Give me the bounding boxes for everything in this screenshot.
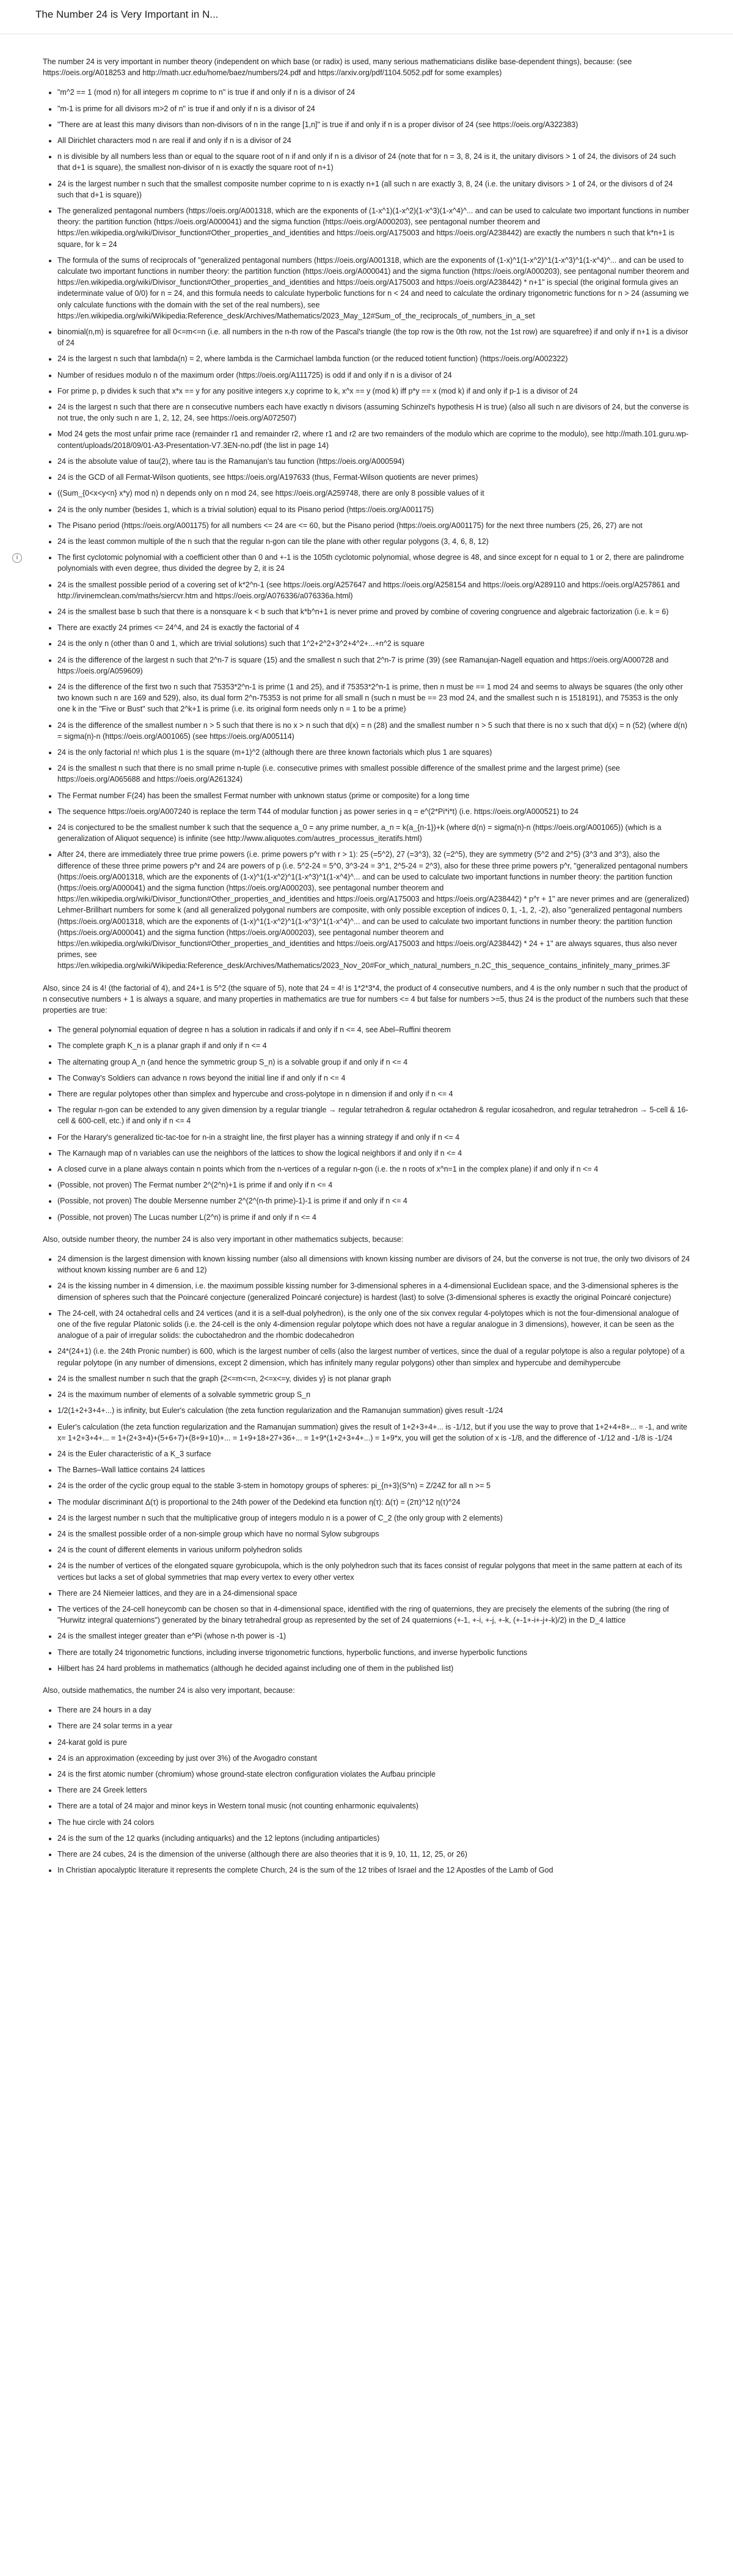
- outside-math-list: [43, 1704, 690, 1876]
- list-item: • The general polynomial equation of degree n has a solution in radicals if and only if n <= 4, see Abel–Ruffini theorem: [57, 1024, 690, 1035]
- list-item: • binomial(n,m) is squarefree for all 0<=m<=n (i.e. all numbers in the n-th row of the Pascal's triangle (the top row is the 0th row, not the 1st row) are squarefree) if and only if n+1 is a divisor of 24: [57, 326, 690, 348]
- list-item: • 24*(24+1) (i.e. the 24th Pronic number) is 600, which is the largest number of cells (also the largest number of vertices, since the dual of a regular polytope is also a regular polytope) of a regular polytope (in any number of dimensions, except 2 dimension, which has infinitely many regular polygons) other than simplex and hypercube and demihypercube: [57, 1346, 690, 1368]
- list-item: • 24 is the number of vertices of the elongated square gyrobicupola, which is the only polyhedron such that its faces consist of regular polygons that meet in the same pattern at each of its vertices but lacks a set of global symmetries that map every vertex to every other vertex: [57, 1560, 690, 1582]
- page-title: The Number 24 is Very Important in N...: [35, 9, 219, 20]
- list-item: • There are exactly 24 primes <= 24^4, and 24 is exactly the factorial of 4: [57, 622, 690, 633]
- list-item: • n is divisible by all numbers less than or equal to the square root of n if and only if n is a divisor of 24 (note that for n = 3, 8, 24 is it, the unitary divisors > 1 of 24, the divisors of 24 such that d+1 is square), the smallest non-divisor of n is exactly the square root of n+1): [57, 151, 690, 173]
- top-bar: [0, 0, 733, 34]
- list-item: • The vertices of the 24-cell honeycomb can be chosen so that in 4-dimensional space, identified with the ring of quaternions, they are precisely the elements of the subring (the ring of "Hurwitz integral quaternions") generated by the binary tetrahedral group as represented by the set of 24 quaternions (+-1, +-i, +-j, +-k, (+-1+-i+-j+-k)/2) in the D_4 lattice: [57, 1604, 690, 1626]
- list-item: • The alternating group A_n (and hence the symmetric group S_n) is a solvable group if and only if n <= 4: [57, 1057, 690, 1068]
- article-content: [43, 56, 690, 1887]
- list-item: • 24 is the least common multiple of the n such that the regular n-gon can tile the plane with other regular polygons (3, 4, 6, 8, 12): [57, 536, 690, 547]
- list-item: • 24-karat gold is pure: [57, 1737, 690, 1748]
- list-item: • The hue circle with 24 colors: [57, 1817, 690, 1828]
- list-item: • 24 is the only factorial n! which plus 1 is the square (m+1)^2 (although there are three known factorials which plus 1 are squares): [57, 747, 690, 758]
- list-item: • The Fermat number F(24) has been the smallest Fermat number with unknown status (prime or composite) for a long time: [57, 790, 690, 801]
- list-item: • 24 is the only n (other than 0 and 1, which are trivial solutions) such that 1^2+2^2+3^2+4^2+...+n^2 is square: [57, 638, 690, 649]
- list-item: • 24 is the largest n such that lambda(n) = 2, where lambda is the Carmichael lambda function (or the reduced totient function) (https://oeis.org/A002322): [57, 353, 690, 364]
- other-math-paragraph: Also, outside number theory, the number 24 is also very important in other mathematics subjects, because:: [43, 1235, 404, 1244]
- other-math-list: [43, 1253, 690, 1674]
- list-item: • Hilbert has 24 hard problems in mathematics (although he decided against including one of them in the published list): [57, 1663, 690, 1674]
- factorial-paragraph: Also, since 24 is 4! (the factorial of 4), and 24+1 is 5^2 (the square of 5), note that 24 = 4! is 1*2*3*4, the product of 4 consecutive numbers, and 4 is the only number n such that the product of n consecutive numbers + 1 is always a square, and many properties in mathematics are true for numbers <= 4 but false for numbers >=5, thus 24 is the product of the numbers such that these properties are true:: [43, 983, 689, 1015]
- list-item: • All Dirichlet characters mod n are real if and only if n is a divisor of 24: [57, 135, 690, 146]
- list-item: • 24 is the smallest integer greater than e^Pi (whose n-th power is -1): [57, 1631, 690, 1642]
- list-item: • For prime p, p divides k such that x*x == y for any positive integers x,y coprime to k, x^x == y (mod k) iff p*y == x (mod k) if and only if p-1 is a divisor of 24: [57, 386, 690, 397]
- number-theory-list: [43, 87, 690, 971]
- list-item: • 24 is the count of different elements in various uniform polyhedron solids: [57, 1544, 690, 1555]
- list-item: • The modular discriminant Δ(τ) is proportional to the 24th power of the Dedekind eta function η(τ): Δ(τ) = (2π)^12 η(τ)^24: [57, 1497, 690, 1508]
- list-item: • ((Sum_{0<x<y<n} x*y) mod n) n depends only on n mod 24, see https://oeis.org/A259748, there are only 8 possible values of it: [57, 488, 690, 499]
- list-item: • After 24, there are immediately three true prime powers (i.e. prime powers p^r with r > 1): 25 (=5^2), 27 (=3^3), 32 (=2^5), they are symmetry (5^2 and 2^5) (3^3 and 3^3), also the difference of these three prime powers p^r and 24 are powers of p (i.e. 5^2-24 = 5^0, 3^3-24 = 3^1, 2^5-24 = 2^3), also for these three prime powers p^r, "generalized pentagonal numbers (https://oeis.org/A001318, which are the exponents of (1-x)^1(1-x^2)^1(1-x^3)^1(1-x^4)^... and can be used to calculate two important functions in number theory: the partition function (https://oeis.org/A000041) and the sigma function (https://oeis.org/A000203), see pentagonal number theorem and https://en.wikipedia.org/wiki/Divisor_function#Other_properties_and_identities and https://oeis.org/A175003 and https://oeis.org/A238442) * p^r + 1" are never primes and are (generalized) Lehmer-Brillhart numbers for some k (and all generalized polygonal numbers are composite, with only possible exception of indices 0, 1, -1, 2, -2), also "generalized pentagonal numbers (https://oeis.org/A001318, which are the exponents of (1-x)^1(1-x^2)^1(1-x^3)^1(1-x^4)^... and can be used to calculate two important functions in number theory: the partition function (https://oeis.org/A000041) and the sigma function (https://oeis.org/A000203), see pentagonal number theorem and https://en.wikipedia.org/wiki/Divisor_function#Other_properties_and_identities and https://oeis.org/A175003 and https://oeis.org/A238442) * 24 + 1" are always squares, thus also never primes, see https://en.wikipedia.org/wiki/Wikipedia:Reference_desk/Archives/Mathematics/2023_Nov_20#For_which_natural_numbers_n.2C_this_sequence_contains_infinitely_many_primes.3F: [57, 849, 690, 971]
- list-item: • 24 is the smallest number n such that the graph {2<=m<=n, 2<=x<=y, divides y} is not planar graph: [57, 1373, 690, 1384]
- list-item: • 24 is the kissing number in 4 dimension, i.e. the maximum possible kissing number for 3-dimensional spheres in a 4-dimensional Euclidean space, and the 3-dimensional spheres is the dimension of spheres such that the Poincaré conjecture (generalized Poincaré conjecture) is hardest (last) to solve (3-dimensional spheres is exactly the original Poincaré conjecture): [57, 1280, 690, 1302]
- list-item: • Euler's calculation (the zeta function regularization and the Ramanujan summation) gives the result of 1+2+3+4+... is -1/12, but if you use the way to prove that 1+2+4+8+... = -1, and write x= 1+2+3+4+... = 1+(2+3+4)+(5+6+7)+(8+9+10)+... = 1+9+18+27+36+... = 1+9*(1+2+3+4+...) = 1+9*x, you will get the solution of x is -1/8, and the difference of -1/12 and -1/8 is -1/24: [57, 1422, 690, 1444]
- list-item: • 24 is the largest number n such that the multiplicative group of integers modulo n is a power of C_2 (the only group with 2 elements): [57, 1513, 690, 1524]
- list-item: • 24 is the smallest n such that there is no small prime n-tuple (i.e. consecutive primes with smallest possible difference of the smallest prime and the largest prime) (see https://oeis.org/A065688 and https://oeis.org/A261324): [57, 763, 690, 785]
- list-item: • (Possible, not proven) The Fermat number 2^(2^n)+1 is prime if and only if n <= 4: [57, 1180, 690, 1191]
- list-item: • (Possible, not proven) The double Mersenne number 2^(2^(n-th prime)-1)-1 is prime if and only if n <= 4: [57, 1195, 690, 1206]
- list-item: • 24 is the largest number n such that the smallest composite number coprime to n is exactly n+1 (all such n are exactly 3, 8, 24 (i.e. the unitary divisors > 1 of 24, or the divisors d of 24 such that d+1 is square)): [57, 178, 690, 200]
- list-item: • The generalized pentagonal numbers (https://oeis.org/A001318, which are the exponents of (1-x^1)(1-x^2)(1-x^3)(1-x^4)^... and can be used to calculate two important functions in number theory: the partition function (https://oeis.org/A000041) and the sigma function (https://oeis.org/A000203), see pentagonal number theorem and https://en.wikipedia.org/wiki/Divisor_function#Other_properties_and_identities and https://oeis.org/A175003 and https://oeis.org/A238442) are exactly the numbers n such that k*n+1 is square, for k = 24: [57, 205, 690, 250]
- list-item: • The Karnaugh map of n variables can use the neighbors of the lattices to show the logical neighbors if and only if n <= 4: [57, 1148, 690, 1159]
- list-item: • There are 24 Niemeier lattices, and they are in a 24-dimensional space: [57, 1588, 690, 1599]
- list-item: • "m^2 == 1 (mod n) for all integers m coprime to n" is true if and only if n is a divisor of 24: [57, 87, 690, 98]
- list-item: • 24 is the maximum number of elements of a solvable symmetric group S_n: [57, 1389, 690, 1400]
- list-item: • The sequence https://oeis.org/A007240 is replace the term T44 of modular function j as power series in q = e^(2*Pi*i*t) (i.e. https://oeis.org/A000521) to 24: [57, 806, 690, 817]
- list-item: • "There are at least this many divisors than non-divisors of n in the range [1,n]" is true if and only if n is a proper divisor of 24 (see https://oeis.org/A322383): [57, 119, 690, 130]
- list-item: • 24 is the absolute value of tau(2), where tau is the Ramanujan's tau function (https://oeis.org/A000594): [57, 456, 690, 467]
- list-item: • The regular n-gon can be extended to any given dimension by a regular triangle → regular tetrahedron & regular octahedron & regular icosahedron, and regular tetrahedron → 5-cell & 16-cell & 600-cell, etc.) if and only if n <= 4: [57, 1104, 690, 1126]
- list-item: • 24 is the order of the cyclic group equal to the stable 3-stem in homotopy groups of spheres: pi_{n+3}(S^n) = Z/24Z for all n >= 5: [57, 1480, 690, 1491]
- list-item: • 24 is the difference of the smallest number n > 5 such that there is no x > n such that d(x) = n (28) and the smallest number n > 5 such that there is no x such that d(x) = n (52) (where d(n) = sigma(n)-n (https://oeis.org/A001065) (see https://oeis.org/A005114): [57, 720, 690, 742]
- list-item: • 24 is the difference of the largest n such that 2^n-7 is square (15) and the smallest n such that 2^n-7 is prime (39) (see Ramanujan-Nagell equation and https://oeis.org/A000728 and https://oeis.org/A059609): [57, 655, 690, 677]
- list-item: • There are 24 hours in a day: [57, 1704, 690, 1715]
- intro-paragraph: The number 24 is very important in number theory (independent on which base (or radix) is used, many serious mathematicians dislike base-dependent things), because: (see https://oeis.org/A018253 and http://math.ucr.edu/home/baez/numbers/24.pdf and https://arxiv.org/pdf/1104.5052.pdf for some examples): [43, 57, 632, 78]
- list-item: • 24 is the smallest possible period of a covering set of k*2^n-1 (see https://oeis.org/A257647 and https://oeis.org/A258154 and https://oeis.org/A289110 and https://oeis.org/A257861 and http://irvinemclean.com/maths/siercvr.htm and https://oeis.org/A076336/a076336a.html): [57, 579, 690, 601]
- list-item: • In Christian apocalyptic literature it represents the complete Church, 24 is the sum of the 12 tribes of Israel and the 12 Apostles of the Lamb of God: [57, 1865, 690, 1876]
- list-item: • 24 is the sum of the 12 quarks (including antiquarks) and the 12 leptons (including antiparticles): [57, 1833, 690, 1844]
- list-item: • 1/2(1+2+3+4+...) is infinity, but Euler's calculation (the zeta function regularization and the Ramanujan summation) gives result -1/24: [57, 1405, 690, 1416]
- list-item: • The first cyclotomic polynomial with a coefficient other than 0 and +-1 is the 105th cyclotomic polynomial, whose degree is 48, and since except for n equal to 1 or 2, there are palindrome polynomials with even degree, thus divided the degree by 2, it is 24: [57, 552, 690, 574]
- list-item: • 24 is the difference of the first two n such that 75353*2^n-1 is prime (1 and 25), and if 75353*2^n-1 is prime, then n must be == 1 mod 24 and seems to always be squares (the only other two known such n are 169 and 529), also, its dual form 2^n-75353 is not prime for all small n (such n must be == 23 mod 24, and the smallest such n is 1518191), and 75353 is the only one k in the "Five or Bust" such that 2^k+1 is prime (i.e. its original form needs only n = 1 to be a prime): [57, 681, 690, 715]
- list-item: • (Possible, not proven) The Lucas number L(2^n) is prime if and only if n <= 4: [57, 1212, 690, 1223]
- list-item: • 24 is the only number (besides 1, which is a trivial solution) equal to its Pisano period (https://oeis.org/A001175): [57, 504, 690, 515]
- list-item: • The Pisano period (https://oeis.org/A001175) for all numbers <= 24 are <= 60, but the Pisano period (https://oeis.org/A001175) for the next three numbers (25, 26, 27) are not: [57, 520, 690, 531]
- list-item: • 24 is the first atomic number (chromium) whose ground-state electron configuration violates the Aufbau principle: [57, 1769, 690, 1780]
- list-item: • There are 24 cubes, 24 is the dimension of the universe (although there are also theories that it is 9, 10, 11, 12, 25, or 26): [57, 1849, 690, 1860]
- list-item: • 24 is the GCD of all Fermat-Wilson quotients, see https://oeis.org/A197633 (thus, Fermat-Wilson quotients are never primes): [57, 472, 690, 483]
- list-item: • There are 24 solar terms in a year: [57, 1720, 690, 1731]
- list-item: • Mod 24 gets the most unfair prime race (remainder r1 and remainder r2, where r1 and r2 are two remainders of the modulo which are coprime to the modulo), see http://math.101.guru.wp-content/uploads/2018/09/01-A3-Presentation-V7.3EN-no.pdf (the list in page 14): [57, 428, 690, 450]
- list-item: • There are totally 24 trigonometric functions, including inverse trigonometric functions, hyperbolic functions, and inverse hyperbolic functions: [57, 1647, 690, 1658]
- list-item: • 24 is the smallest possible order of a non-simple group which have no normal Sylow subgroups: [57, 1528, 690, 1539]
- list-item: • 24 is the Euler characteristic of a K_3 surface: [57, 1448, 690, 1459]
- list-item: • There are 24 Greek letters: [57, 1785, 690, 1796]
- list-item: • "m-1 is prime for all divisors m>2 of n" is true if and only if n is a divisor of 24: [57, 103, 690, 114]
- list-item: • 24 is an approximation (exceeding by just over 3%) of the Avogadro constant: [57, 1753, 690, 1764]
- list-item: • The 24-cell, with 24 octahedral cells and 24 vertices (and it is a self-dual polyhedron), is the only one of the six convex regular 4-polytopes which is not the four-dimensional analogue of one of the five regular Platonic solids (i.e. the 24-cell is the only 4-dimension regular polytope which does not have a regular analogue in 3 dimensions), however, it can be seen as the analogue of a pair of irregular solids: the cuboctahedron and the rhombic dodecahedron: [57, 1308, 690, 1341]
- list-item: • 24 is conjectured to be the smallest number k such that the sequence a_0 = any prime number, a_n = k(a_{n-1})+k (where d(n) = sigma(n)-n (https://oeis.org/A001065)) (which is a generalization of Aliquot sequence) is infinite (see http://www.aliquotes.com/autres_processus_iteratifs.html): [57, 822, 690, 844]
- list-item: • A closed curve in a plane always contain n points which from the n-vertices of a regular n-gon (i.e. the n roots of x^n=1 in the complex plane) if and only if n <= 4: [57, 1164, 690, 1175]
- list-item: • Number of residues modulo n of the maximum order (https://oeis.org/A111725) is odd if and only if n is a divisor of 24: [57, 370, 690, 381]
- list-item: • For the Harary's generalized tic-tac-toe for n-in a straight line, the first player has a winning strategy if and only if n <= 4: [57, 1132, 690, 1143]
- list-item: • The formula of the sums of reciprocals of "generalized pentagonal numbers (https://oeis.org/A001318, which are the exponents of (1-x)^1(1-x^2)^1(1-x^3)^1(1-x^4)^... and can be used to calculate two important functions in number theory: the partition function (https://oeis.org/A000041) and the sigma function (https://oeis.org/A000203), see pentagonal number theorem and https://en.wikipedia.org/wiki/Divisor_function#Other_properties_and_identities and https://oeis.org/A175003 and https://oeis.org/A238442) * n+1" is special (the original formula gives an indeterminate value of 0/0) for n = 24, and this formula needs to calculate hyperbolic functions for n < 24 and need to calculate the ordinary trigonometric functions for n > 24 (assuming we only calculate functions with the domain with the set of the real numbers), see https://en.wikipedia.org/wiki/Wikipedia:Reference_desk/Archives/Mathematics/2023_May_12#Sum_of_the_reciprocals_of_numbers_in_a_set: [57, 255, 690, 321]
- list-item: • The complete graph K_n is a planar graph if and only if n <= 4: [57, 1040, 690, 1051]
- list-item: • 24 is the smallest base b such that there is a nonsquare k < b such that k*b^n+1 is never prime and proved by combine of covering congruence and algebraic factorization (i.e. k = 6): [57, 606, 690, 617]
- info-icon[interactable]: i: [12, 553, 22, 563]
- list-item: • There are a total of 24 major and minor keys in Western tonal music (not counting enharmonic equivalents): [57, 1800, 690, 1811]
- list-item: • The Barnes–Wall lattice contains 24 lattices: [57, 1464, 690, 1475]
- list-item: • 24 dimension is the largest dimension with known kissing number (also all dimensions with known kissing number are divisors of 24, but the converse is not true, the only two divisors of 24 without known kissing number are 6 and 12): [57, 1253, 690, 1275]
- list-item: • There are regular polytopes other than simplex and hypercube and cross-polytope in n dimension if and only if n <= 4: [57, 1088, 690, 1099]
- outside-math-paragraph: Also, outside mathematics, the number 24 is also very important, because:: [43, 1686, 295, 1695]
- list-item: • 24 is the largest n such that there are n consecutive numbers each have exactly n divisors (assuming Schinzel's hypothesis H is true) (also all such n are divisors of 24, but the converse is not true, the only such n are 1, 2, 12, 24, see https://oeis.org/A072507): [57, 402, 690, 424]
- small-n-properties-list: [43, 1024, 690, 1223]
- list-item: • The Conway's Soldiers can advance n rows beyond the initial line if and only if n <= 4: [57, 1073, 690, 1084]
